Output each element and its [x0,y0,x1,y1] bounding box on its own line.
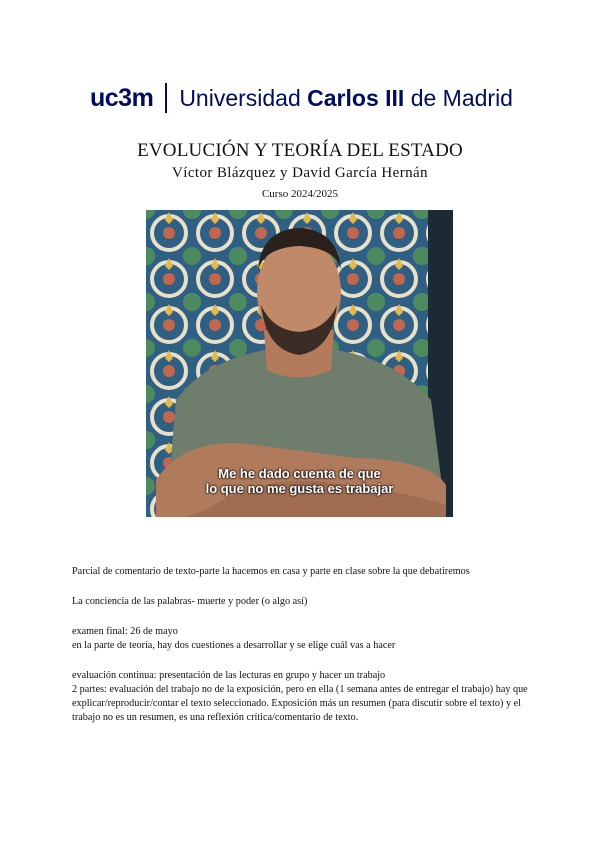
note-theory-part: en la parte de teoría, hay dos cuestiones a desarrollar y se elige cuál vas a hacer [72,640,396,651]
logo-name-prefix: Universidad [179,84,308,111]
caption-line-1: Me he dado cuenta de que [218,466,381,481]
photo-caption [146,466,453,496]
logo-name-suffix: de Madrid [404,84,513,111]
course-year: Curso 2024/2025 [261,188,339,200]
caption-line-2: lo que no me gusta es trabajar [205,481,394,496]
document-title: EVOLUCIÓN Y TEORÍA DEL ESTADO [137,140,463,161]
note-two-parts: 2 partes: evaluación del trabajo no de la exposición, pero en ella (1 semana antes de entregar el trabajo) hay que explicar/reproducir/contar el texto seleccionado. Exposición más un resumen (para discutir sobre el texto) y el trabajo no es un resumen, es una reflexión crítica/comentario de texto. [72,684,528,723]
logo-mark: uc3m [90,83,154,112]
note-paragraph-reading: La conciencia de las palabras- muerte y poder (o algo así) [72,596,308,607]
logo-divider [165,83,167,113]
university-logo [90,80,520,116]
notes-body [72,565,530,725]
logo-university-name [179,85,513,112]
note-paragraph-exam-partial: Parcial de comentario de texto-parte la hacemos en casa y parte en clase sobre la que debatiremos [72,566,470,577]
logo-name-bold: Carlos III [307,84,405,111]
note-final-exam-date: examen final: 26 de mayo [72,626,178,637]
note-continuous-evaluation: evaluación continua: presentación de las lecturas en grupo y hacer un trabajo [72,670,386,681]
photo [146,210,453,517]
document-authors: Víctor Blázquez y David García Hernán [172,165,428,181]
